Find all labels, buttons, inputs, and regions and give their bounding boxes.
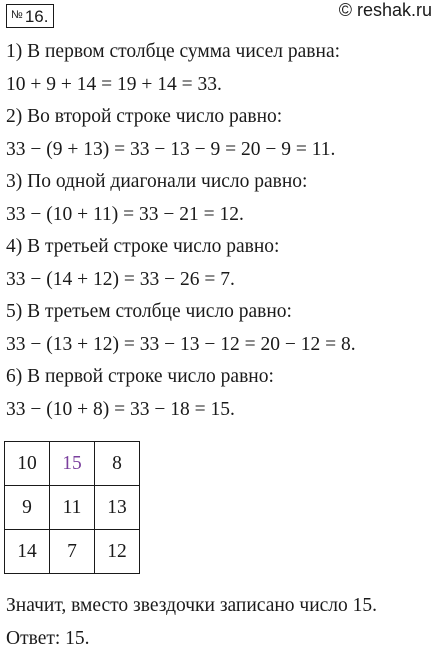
step-1-equation: 10 + 9 + 14 = 19 + 14 = 33.	[6, 69, 432, 102]
table-cell: 13	[95, 486, 140, 530]
table-cell-highlighted: 15	[50, 442, 95, 486]
step-4-equation: 33 − (14 + 12) = 33 − 26 = 7.	[6, 264, 432, 297]
step-3-text: 3) По одной диагонали число равно:	[6, 166, 432, 199]
step-5-equation: 33 − (13 + 12) = 33 − 13 − 12 = 20 − 12 = 8.	[6, 329, 432, 362]
step-6-text: 6) В первой строке число равно:	[6, 361, 432, 394]
magic-square-table	[4, 441, 140, 574]
table-cell: 14	[5, 530, 50, 574]
conclusion-block	[6, 590, 432, 655]
step-2-text: 2) Во второй строке число равно:	[6, 101, 432, 134]
solution-steps	[6, 36, 432, 426]
site-watermark: © reshak.ru	[339, 0, 432, 21]
answer-text: Ответ: 15.	[6, 623, 432, 655]
step-3-equation: 33 − (10 + 11) = 33 − 21 = 12.	[6, 199, 432, 232]
table-row	[5, 486, 140, 530]
problem-number-badge	[6, 4, 54, 28]
table-cell: 11	[50, 486, 95, 530]
step-1-text: 1) В первом столбце сумма чисел равна:	[6, 36, 432, 69]
table-cell: 12	[95, 530, 140, 574]
step-2-equation: 33 − (9 + 13) = 33 − 13 − 9 = 20 − 9 = 11.	[6, 134, 432, 167]
table-row	[5, 530, 140, 574]
conclusion-text: Значит, вместо звездочки записано число 15.	[6, 590, 432, 623]
table-cell: 8	[95, 442, 140, 486]
table-row	[5, 442, 140, 486]
step-4-text: 4) В третьей строке число равно:	[6, 231, 432, 264]
table-cell: 10	[5, 442, 50, 486]
step-5-text: 5) В третьем столбце число равно:	[6, 296, 432, 329]
table-cell: 9	[5, 486, 50, 530]
table-cell: 7	[50, 530, 95, 574]
number-sign: №	[11, 10, 23, 21]
step-6-equation: 33 − (10 + 8) = 33 − 18 = 15.	[6, 394, 432, 427]
problem-number: 16.	[25, 8, 49, 25]
